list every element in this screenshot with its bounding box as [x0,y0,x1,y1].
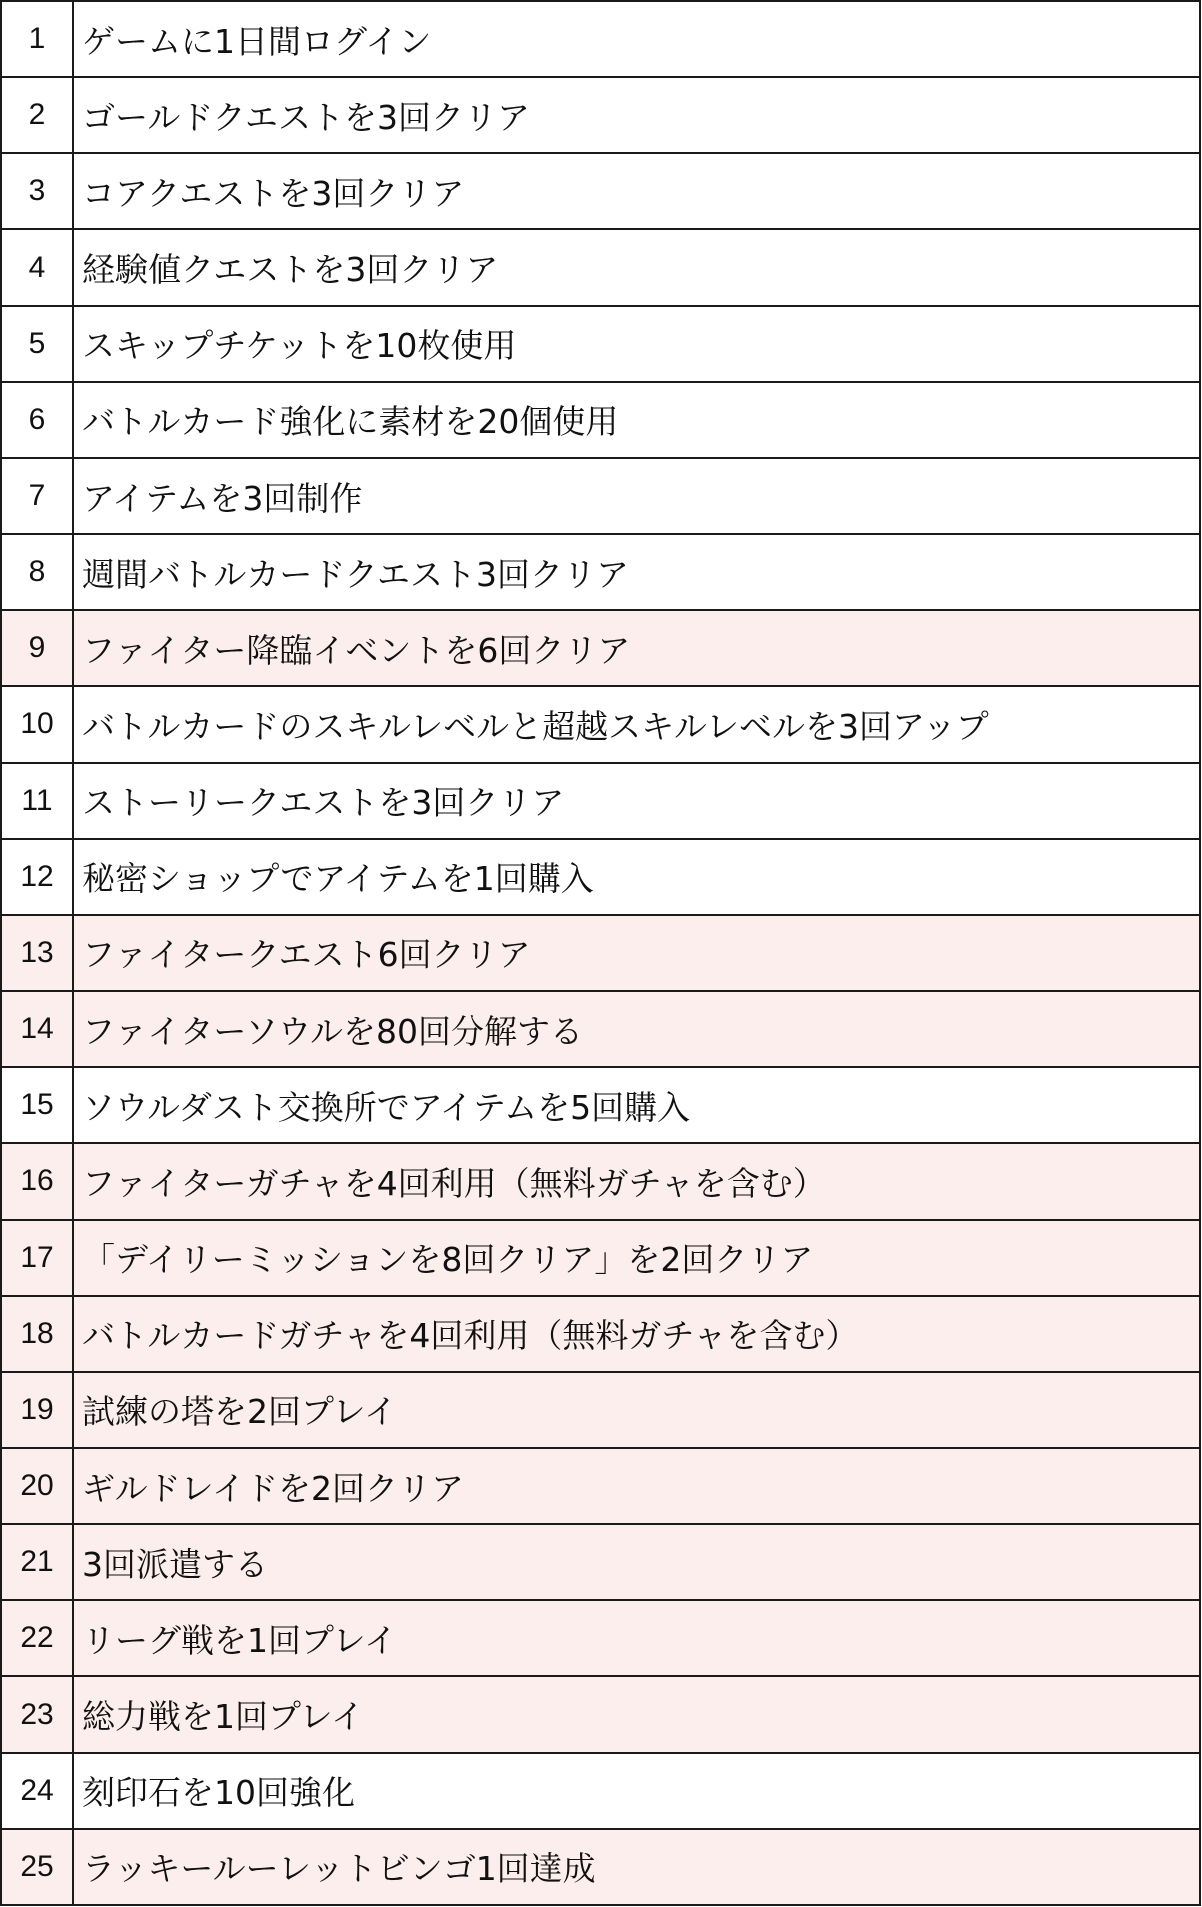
table-row [1,1524,1200,1600]
mission-text: 試練の塔を2回プレイ [73,1372,1200,1448]
table-row [1,458,1200,534]
row-number: 3 [1,153,73,229]
mission-text: ファイターソウルを80回分解する [73,991,1200,1067]
mission-text: コアクエストを3回クリア [73,153,1200,229]
table-row [1,1676,1200,1752]
mission-text: 総力戦を1回プレイ [73,1676,1200,1752]
row-number: 7 [1,458,73,534]
table-row [1,1600,1200,1676]
row-number: 10 [1,686,73,762]
table-row [1,1753,1200,1829]
table-row [1,915,1200,991]
mission-text: 刻印石を10回強化 [73,1753,1200,1829]
table-row [1,763,1200,839]
row-number: 17 [1,1220,73,1296]
table-row [1,839,1200,915]
row-number: 21 [1,1524,73,1600]
mission-text: ゴールドクエストを3回クリア [73,77,1200,153]
table-row [1,153,1200,229]
row-number: 19 [1,1372,73,1448]
row-number: 1 [1,1,73,77]
row-number: 13 [1,915,73,991]
mission-text: バトルカード強化に素材を20個使用 [73,382,1200,458]
table-row [1,382,1200,458]
mission-text: ファイターガチャを4回利用（無料ガチャを含む） [73,1143,1200,1219]
row-number: 22 [1,1600,73,1676]
row-number: 2 [1,77,73,153]
mission-text: ファイタークエスト6回クリア [73,915,1200,991]
row-number: 18 [1,1296,73,1372]
mission-text: ラッキールーレットビンゴ1回達成 [73,1829,1200,1905]
row-number: 25 [1,1829,73,1905]
mission-text: ファイター降臨イベントを6回クリア [73,610,1200,686]
table-row [1,1829,1200,1905]
table-row [1,1372,1200,1448]
table-row [1,1448,1200,1524]
mission-text: 秘密ショップでアイテムを1回購入 [73,839,1200,915]
mission-text: スキップチケットを10枚使用 [73,306,1200,382]
table-row [1,991,1200,1067]
table-row [1,686,1200,762]
mission-text: リーグ戦を1回プレイ [73,1600,1200,1676]
mission-text: 週間バトルカードクエスト3回クリア [73,534,1200,610]
mission-text: ギルドレイドを2回クリア [73,1448,1200,1524]
mission-text: 「デイリーミッションを8回クリア」を2回クリア [73,1220,1200,1296]
table-row [1,1,1200,77]
mission-text: 3回派遣する [73,1524,1200,1600]
mission-text: アイテムを3回制作 [73,458,1200,534]
row-number: 11 [1,763,73,839]
row-number: 4 [1,229,73,305]
table-row [1,1220,1200,1296]
row-number: 9 [1,610,73,686]
mission-text: ソウルダスト交換所でアイテムを5回購入 [73,1067,1200,1143]
table-row [1,306,1200,382]
table-row [1,610,1200,686]
table-row [1,77,1200,153]
row-number: 24 [1,1753,73,1829]
table-row [1,1067,1200,1143]
table-row [1,229,1200,305]
table-row [1,1296,1200,1372]
row-number: 14 [1,991,73,1067]
row-number: 23 [1,1676,73,1752]
row-number: 5 [1,306,73,382]
row-number: 16 [1,1143,73,1219]
mission-text: バトルカードガチャを4回利用（無料ガチャを含む） [73,1296,1200,1372]
mission-text: ストーリークエストを3回クリア [73,763,1200,839]
row-number: 15 [1,1067,73,1143]
mission-text: ゲームに1日間ログイン [73,1,1200,77]
table-row [1,1143,1200,1219]
mission-text: バトルカードのスキルレベルと超越スキルレベルを3回アップ [73,686,1200,762]
row-number: 20 [1,1448,73,1524]
row-number: 6 [1,382,73,458]
table-row [1,534,1200,610]
row-number: 8 [1,534,73,610]
mission-text: 経験値クエストを3回クリア [73,229,1200,305]
row-number: 12 [1,839,73,915]
